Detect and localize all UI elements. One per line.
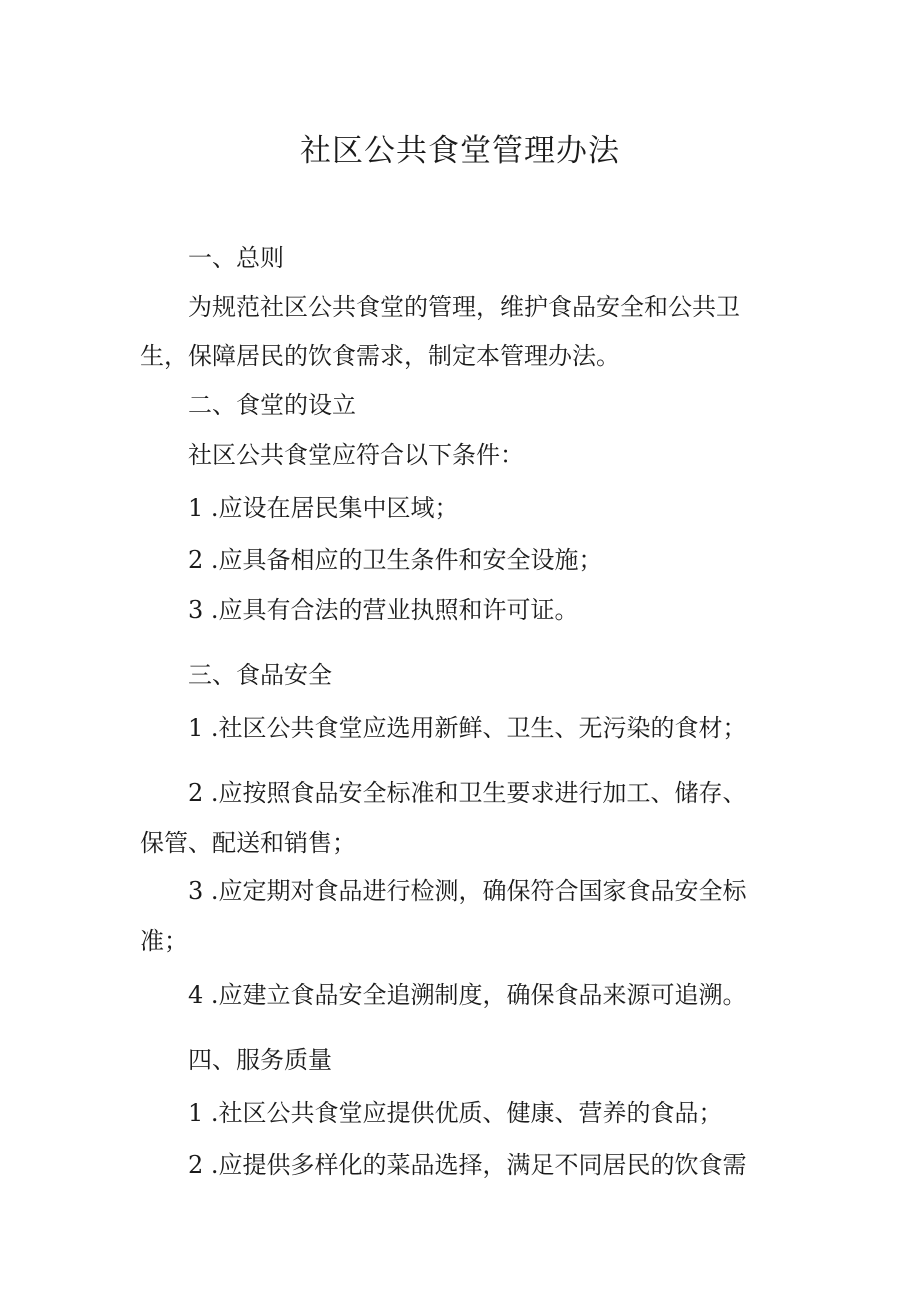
list-item-safety-1: 1 .社区公共食堂应选用新鲜、卫生、无污染的食材； (188, 714, 747, 742)
list-item-service-2: 2 .应提供多样化的菜品选择，满足不同居民的饮食需 (188, 1151, 747, 1179)
document-title: 社区公共食堂管理办法 (300, 133, 620, 169)
paragraph-purpose-line-2: 生，保障居民的饮食需求，制定本管理办法。 (140, 342, 620, 370)
section-heading-establishment: 二、食堂的设立 (188, 391, 356, 419)
list-item-safety-3-line-2: 准； (140, 927, 188, 955)
section-heading-service-quality: 四、服务质量 (188, 1046, 332, 1074)
list-item-safety-3-line-1: 3 .应定期对食品进行检测，确保符合国家食品安全标 (188, 877, 747, 905)
list-item-service-1: 1 .社区公共食堂应提供优质、健康、营养的食品； (188, 1099, 723, 1127)
list-item-safety-2-line-1: 2 .应按照食品安全标准和卫生要求进行加工、储存、 (188, 779, 747, 807)
section-heading-general: 一、总则 (188, 244, 284, 272)
section-heading-food-safety: 三、食品安全 (188, 661, 332, 689)
list-item-condition-3: 3 .应具有合法的营业执照和许可证。 (188, 596, 579, 624)
paragraph-conditions-intro: 社区公共食堂应符合以下条件： (188, 441, 524, 469)
list-item-safety-4: 4 .应建立食品安全追溯制度，确保食品来源可追溯。 (188, 981, 747, 1009)
paragraph-purpose-line-1: 为规范社区公共食堂的管理，维护食品安全和公共卫 (188, 293, 740, 321)
list-item-safety-2-line-2: 保管、配送和销售； (140, 829, 356, 857)
list-item-condition-2: 2 .应具备相应的卫生条件和安全设施； (188, 546, 603, 574)
list-item-condition-1: 1 .应设在居民集中区域； (188, 494, 459, 522)
